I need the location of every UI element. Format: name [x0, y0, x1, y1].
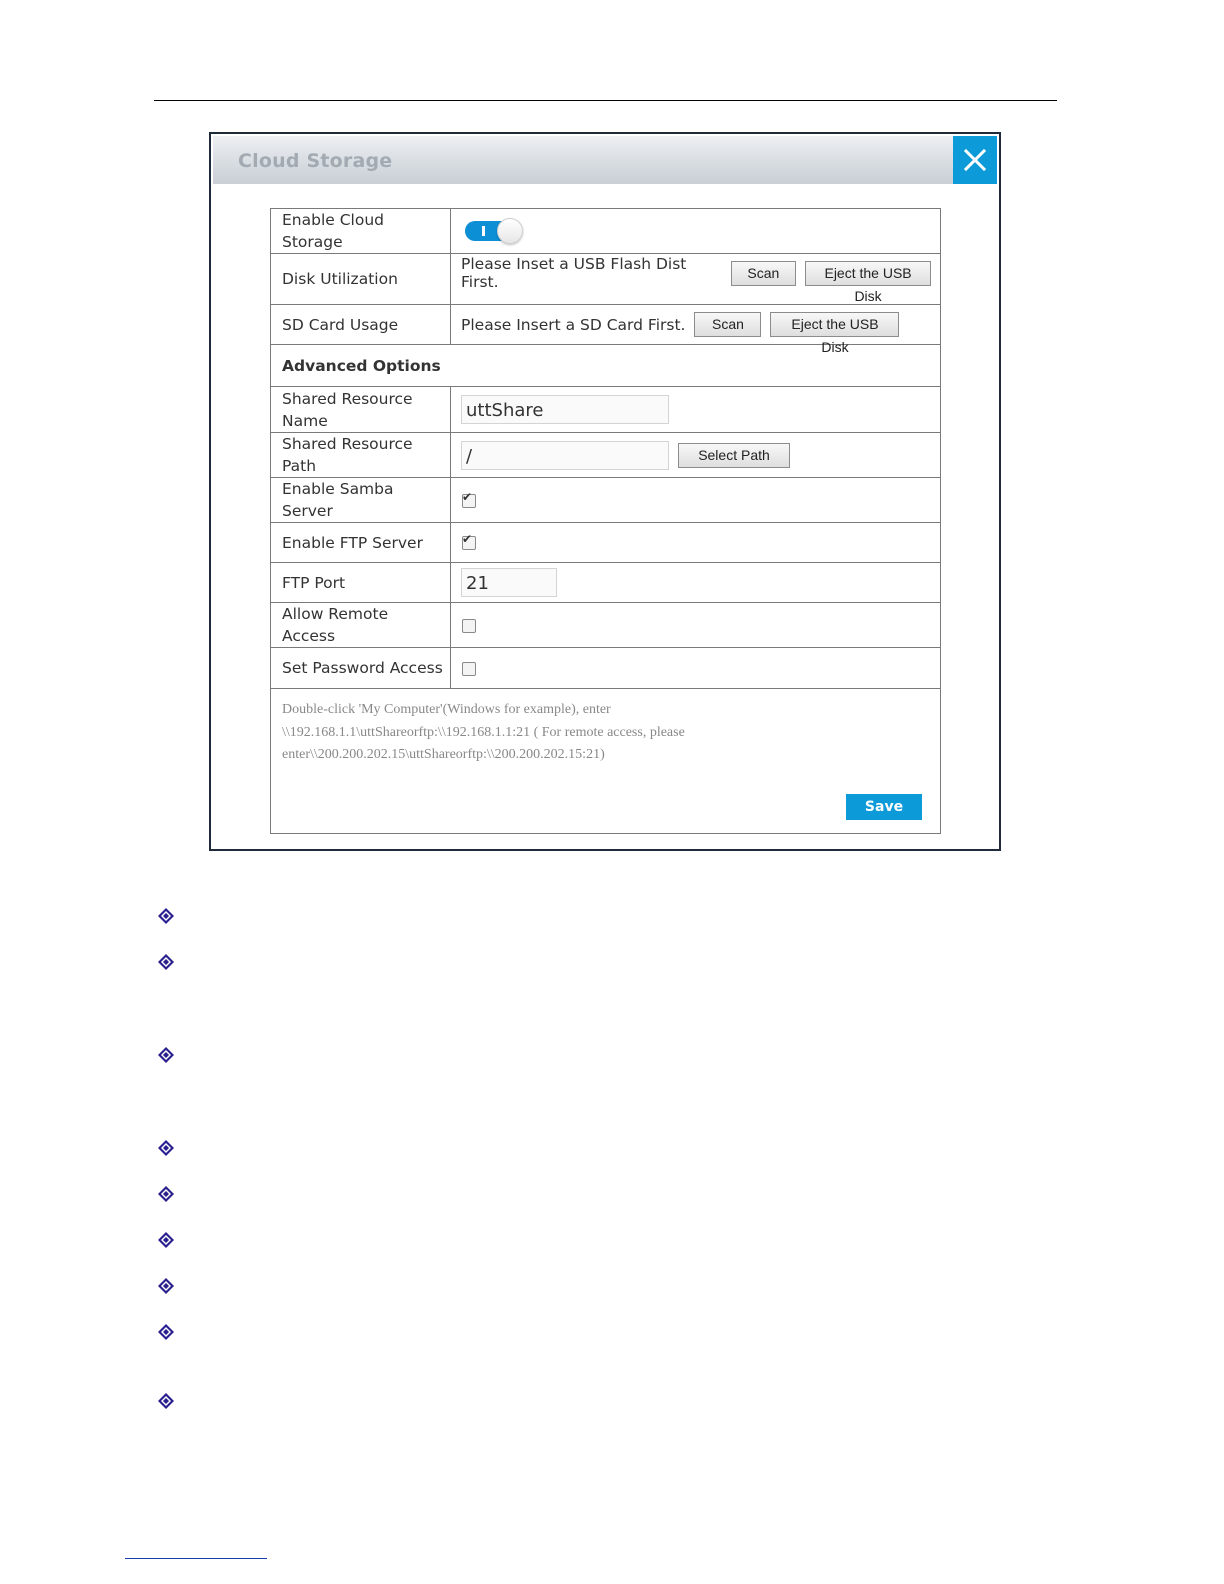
diamond-bullet-icon [158, 1232, 174, 1248]
row-enable-cloud-storage [271, 209, 941, 254]
usb-scan-button[interactable]: Scan [731, 261, 797, 286]
shared-resource-path-label: Shared Resource Path [271, 433, 451, 478]
sd-scan-button[interactable]: Scan [694, 312, 761, 337]
eject-usb-button[interactable]: Eject the USB Disk [805, 261, 931, 286]
row-enable-samba [271, 478, 941, 523]
note-cell [271, 689, 941, 834]
enable-cloud-storage-label: Enable Cloud Storage [271, 209, 451, 254]
row-set-password-access [271, 648, 941, 689]
eject-sd-button[interactable]: Eject the USB Disk [770, 312, 899, 337]
usb-disk-message: Please Inset a USB Flash Dist First. [461, 255, 687, 291]
sd-card-message: Please Insert a SD Card First. [461, 315, 686, 334]
diamond-bullet-icon [158, 1324, 174, 1340]
enable-ftp-label: Enable FTP Server [271, 523, 451, 563]
note-line: \\192.168.1.1\uttShareorftp:\\192.168.1.1:21 ( For remote access, please [282, 724, 685, 740]
diamond-bullet-icon [158, 908, 174, 924]
page-header-rule [154, 100, 1057, 101]
allow-remote-access-label: Allow Remote Access [271, 603, 451, 648]
enable-ftp-checkbox[interactable] [462, 532, 476, 550]
shared-resource-name-input[interactable]: uttShare [461, 395, 669, 424]
allow-remote-access-checkbox[interactable] [462, 619, 476, 633]
select-path-button[interactable]: Select Path [678, 443, 790, 468]
note-line: Double-click 'My Computer'(Windows for example), enter [282, 702, 611, 717]
footnote-rule [125, 1558, 267, 1559]
cloud-storage-dialog [209, 132, 1001, 851]
row-shared-resource-name [271, 387, 941, 433]
enable-samba-checkbox[interactable] [462, 489, 476, 508]
shared-resource-path-input[interactable]: / [461, 441, 669, 470]
ftp-port-label: FTP Port [271, 563, 451, 603]
row-note [271, 689, 941, 834]
close-button[interactable] [953, 136, 997, 184]
toggle-knob [497, 218, 523, 244]
advanced-options-heading: Advanced Options [271, 345, 941, 387]
checkmark-icon: ✔ [462, 489, 473, 504]
diamond-bullet-icon [158, 1278, 174, 1294]
note-line: enter\\200.200.202.15\uttShareorftp:\\200.200.202.15:21) [282, 747, 605, 762]
set-password-access-checkbox[interactable] [462, 662, 476, 676]
shared-resource-name-label: Shared Resource Name [271, 387, 451, 433]
dialog-header [213, 136, 997, 184]
ftp-port-input[interactable]: 21 [461, 568, 557, 597]
row-shared-resource-path [271, 433, 941, 478]
diamond-bullet-icon [158, 954, 174, 970]
diamond-bullet-icon [158, 1393, 174, 1409]
checkmark-icon: ✔ [462, 532, 473, 546]
close-icon [964, 149, 986, 171]
save-button[interactable]: Save [846, 794, 922, 820]
row-allow-remote-access [271, 603, 941, 648]
dialog-title: Cloud Storage [238, 150, 393, 172]
row-ftp-port [271, 563, 941, 603]
row-disk-utilization [271, 254, 941, 305]
set-password-access-label: Set Password Access [271, 648, 451, 689]
enable-samba-label: Enable Samba Server [271, 478, 451, 523]
diamond-bullet-icon [158, 1140, 174, 1156]
settings-table [270, 208, 941, 834]
sd-card-usage-label: SD Card Usage [271, 305, 451, 345]
row-sd-card-usage [271, 305, 941, 345]
enable-cloud-storage-toggle[interactable] [465, 218, 523, 244]
row-enable-ftp [271, 523, 941, 563]
access-instructions [282, 699, 922, 767]
toggle-on-indicator [482, 226, 485, 236]
disk-utilization-label: Disk Utilization [271, 254, 451, 305]
diamond-bullet-icon [158, 1186, 174, 1202]
diamond-bullet-icon [158, 1047, 174, 1063]
